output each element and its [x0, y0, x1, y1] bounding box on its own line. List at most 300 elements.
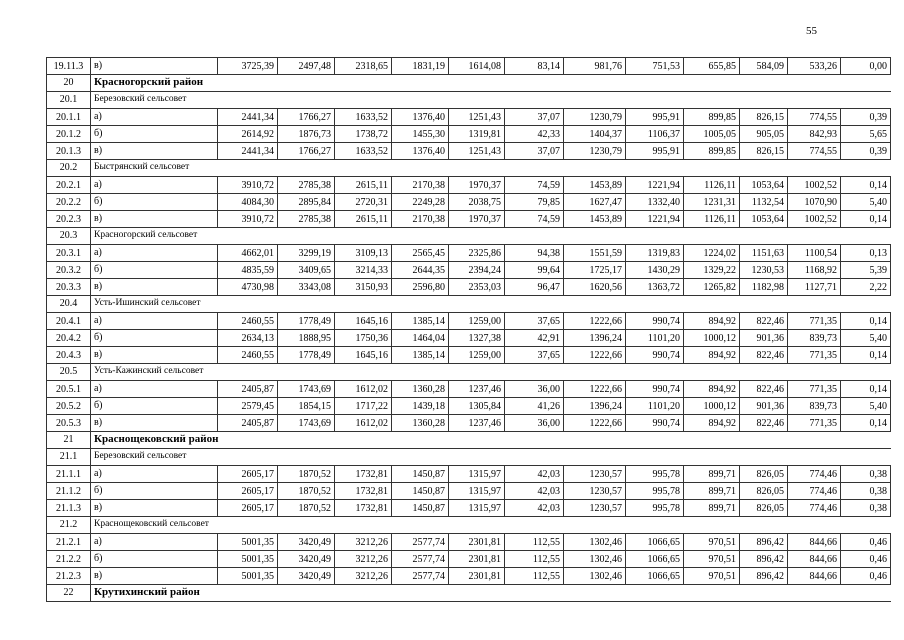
value-cell: 1168,92: [788, 262, 841, 279]
table-row: [47, 534, 891, 551]
value-cell: 1315,97: [449, 483, 505, 500]
row-variant-label: в): [91, 58, 218, 75]
value-cell: 74,59: [505, 177, 564, 194]
value-cell: 1070,90: [788, 194, 841, 211]
value-cell: 3420,49: [278, 534, 335, 551]
settlement-code: 20.4: [47, 296, 91, 313]
value-cell: 995,78: [626, 483, 684, 500]
value-cell: 905,05: [740, 126, 788, 143]
table-row: [47, 568, 891, 585]
settlement-code: 20.3: [47, 228, 91, 245]
value-cell: 1717,22: [335, 398, 392, 415]
value-cell: 2596,80: [392, 279, 449, 296]
value-cell: 3420,49: [278, 551, 335, 568]
table-row: [47, 415, 891, 432]
value-cell: 1127,71: [788, 279, 841, 296]
value-cell: 2405,87: [218, 381, 278, 398]
empty-cell: [505, 449, 891, 466]
value-cell: 2460,55: [218, 313, 278, 330]
value-cell: 1251,43: [449, 143, 505, 160]
settlement-name: Березовский сельсовет: [91, 92, 505, 109]
value-cell: 1002,52: [788, 211, 841, 228]
value-cell: 42,91: [505, 330, 564, 347]
row-code: 20.5.3: [47, 415, 91, 432]
value-cell: 0,14: [841, 381, 891, 398]
value-cell: 0,14: [841, 313, 891, 330]
value-cell: 1053,64: [740, 177, 788, 194]
value-cell: 901,36: [740, 330, 788, 347]
value-cell: 1053,64: [740, 211, 788, 228]
value-cell: 1396,24: [564, 398, 626, 415]
value-cell: 655,85: [684, 58, 740, 75]
value-cell: 2325,86: [449, 245, 505, 262]
row-variant-label: в): [91, 415, 218, 432]
value-cell: 1870,52: [278, 500, 335, 517]
value-cell: 2394,24: [449, 262, 505, 279]
value-cell: 839,73: [788, 398, 841, 415]
value-cell: 0,46: [841, 568, 891, 585]
value-cell: 1332,40: [626, 194, 684, 211]
table-row: [47, 177, 891, 194]
settlement-heading-row: [47, 449, 891, 466]
value-cell: 1732,81: [335, 500, 392, 517]
value-cell: 1455,30: [392, 126, 449, 143]
value-cell: 1327,38: [449, 330, 505, 347]
value-cell: 2615,11: [335, 177, 392, 194]
value-cell: 1126,11: [684, 211, 740, 228]
value-cell: 1385,14: [392, 313, 449, 330]
value-cell: 3109,13: [335, 245, 392, 262]
value-cell: 2785,38: [278, 177, 335, 194]
row-variant-label: б): [91, 551, 218, 568]
value-cell: 894,92: [684, 381, 740, 398]
value-cell: 899,85: [684, 109, 740, 126]
value-cell: 1766,27: [278, 143, 335, 160]
value-cell: 899,71: [684, 500, 740, 517]
value-cell: 42,33: [505, 126, 564, 143]
value-cell: 1876,73: [278, 126, 335, 143]
value-cell: 94,38: [505, 245, 564, 262]
row-code: 21.1.1: [47, 466, 91, 483]
table-row: [47, 330, 891, 347]
table-row: [47, 551, 891, 568]
value-cell: 1627,47: [564, 194, 626, 211]
value-cell: 1230,57: [564, 466, 626, 483]
value-cell: 1005,05: [684, 126, 740, 143]
value-cell: 1106,37: [626, 126, 684, 143]
value-cell: 826,15: [740, 143, 788, 160]
value-cell: 2301,81: [449, 551, 505, 568]
district-code: 22: [47, 585, 91, 602]
table-row: [47, 398, 891, 415]
value-cell: 3212,26: [335, 551, 392, 568]
value-cell: 1738,72: [335, 126, 392, 143]
value-cell: 2170,38: [392, 177, 449, 194]
value-cell: 0,38: [841, 483, 891, 500]
value-cell: 1778,49: [278, 347, 335, 364]
value-cell: 1376,40: [392, 109, 449, 126]
value-cell: 1265,82: [684, 279, 740, 296]
value-cell: 896,42: [740, 534, 788, 551]
value-cell: 5,65: [841, 126, 891, 143]
value-cell: 822,46: [740, 415, 788, 432]
value-cell: 1230,53: [740, 262, 788, 279]
table-row: [47, 313, 891, 330]
value-cell: 1620,56: [564, 279, 626, 296]
value-cell: 990,74: [626, 381, 684, 398]
value-cell: 3343,08: [278, 279, 335, 296]
row-variant-label: а): [91, 245, 218, 262]
value-cell: 4662,01: [218, 245, 278, 262]
row-code: 21.2.3: [47, 568, 91, 585]
value-cell: 995,78: [626, 500, 684, 517]
row-variant-label: б): [91, 194, 218, 211]
value-cell: 5,39: [841, 262, 891, 279]
value-cell: 99,64: [505, 262, 564, 279]
settlement-heading-row: [47, 228, 891, 245]
settlement-heading-row: [47, 364, 891, 381]
value-cell: 771,35: [788, 347, 841, 364]
value-cell: 1633,52: [335, 143, 392, 160]
value-cell: 1237,46: [449, 381, 505, 398]
table-row: [47, 58, 891, 75]
row-variant-label: в): [91, 500, 218, 517]
value-cell: 771,35: [788, 381, 841, 398]
empty-cell: [505, 75, 891, 92]
value-cell: 970,51: [684, 568, 740, 585]
value-cell: 2,22: [841, 279, 891, 296]
table-row: [47, 194, 891, 211]
row-code: 20.3.3: [47, 279, 91, 296]
row-code: 20.5.2: [47, 398, 91, 415]
value-cell: 533,26: [788, 58, 841, 75]
row-variant-label: в): [91, 211, 218, 228]
value-cell: 1230,79: [564, 143, 626, 160]
row-code: 20.2.3: [47, 211, 91, 228]
row-code: 20.1.3: [47, 143, 91, 160]
value-cell: 995,91: [626, 109, 684, 126]
value-cell: 1259,00: [449, 347, 505, 364]
value-cell: 774,46: [788, 466, 841, 483]
empty-cell: [505, 585, 891, 602]
value-cell: 3409,65: [278, 262, 335, 279]
value-cell: 1430,29: [626, 262, 684, 279]
value-cell: 42,03: [505, 500, 564, 517]
row-code: 20.2.2: [47, 194, 91, 211]
value-cell: 2497,48: [278, 58, 335, 75]
value-cell: 2605,17: [218, 500, 278, 517]
row-code: 20.4.1: [47, 313, 91, 330]
value-cell: 2249,28: [392, 194, 449, 211]
row-code: 21.2.2: [47, 551, 91, 568]
value-cell: 2579,45: [218, 398, 278, 415]
value-cell: 774,55: [788, 109, 841, 126]
table-row: [47, 211, 891, 228]
value-cell: 822,46: [740, 381, 788, 398]
value-cell: 1000,12: [684, 330, 740, 347]
value-cell: 1000,12: [684, 398, 740, 415]
row-code: 20.4.2: [47, 330, 91, 347]
value-cell: 990,74: [626, 313, 684, 330]
empty-cell: [505, 517, 891, 534]
value-cell: 774,46: [788, 483, 841, 500]
district-name: Крутихинский район: [91, 585, 505, 602]
value-cell: 826,05: [740, 500, 788, 517]
value-cell: 2441,34: [218, 143, 278, 160]
value-cell: 2785,38: [278, 211, 335, 228]
value-cell: 844,66: [788, 568, 841, 585]
value-cell: 899,71: [684, 483, 740, 500]
value-cell: 1360,28: [392, 381, 449, 398]
value-cell: 2577,74: [392, 568, 449, 585]
value-cell: 0,38: [841, 500, 891, 517]
value-cell: 74,59: [505, 211, 564, 228]
value-cell: 1396,24: [564, 330, 626, 347]
value-cell: 0,39: [841, 109, 891, 126]
value-cell: 1302,46: [564, 568, 626, 585]
value-cell: 826,15: [740, 109, 788, 126]
value-cell: 995,91: [626, 143, 684, 160]
value-cell: 1363,72: [626, 279, 684, 296]
value-cell: 1251,43: [449, 109, 505, 126]
value-cell: 1743,69: [278, 381, 335, 398]
value-cell: 3420,49: [278, 568, 335, 585]
value-cell: 1066,65: [626, 568, 684, 585]
settlement-heading-row: [47, 92, 891, 109]
value-cell: 1221,94: [626, 211, 684, 228]
value-cell: 1126,11: [684, 177, 740, 194]
table-row: [47, 109, 891, 126]
value-cell: 112,55: [505, 534, 564, 551]
table-row: [47, 466, 891, 483]
value-cell: 901,36: [740, 398, 788, 415]
value-cell: 4730,98: [218, 279, 278, 296]
value-cell: 1439,18: [392, 398, 449, 415]
value-cell: 899,71: [684, 466, 740, 483]
row-code: 20.3.1: [47, 245, 91, 262]
value-cell: 1453,89: [564, 177, 626, 194]
value-cell: 2605,17: [218, 466, 278, 483]
row-code: 20.2.1: [47, 177, 91, 194]
value-cell: 844,66: [788, 534, 841, 551]
value-cell: 1870,52: [278, 483, 335, 500]
value-cell: 0,46: [841, 534, 891, 551]
value-cell: 3910,72: [218, 177, 278, 194]
value-cell: 771,35: [788, 313, 841, 330]
value-cell: 1612,02: [335, 415, 392, 432]
value-cell: 2170,38: [392, 211, 449, 228]
value-cell: 0,14: [841, 177, 891, 194]
value-cell: 2565,45: [392, 245, 449, 262]
value-cell: 5001,35: [218, 568, 278, 585]
value-cell: 0,46: [841, 551, 891, 568]
value-cell: 981,76: [564, 58, 626, 75]
value-cell: 112,55: [505, 551, 564, 568]
value-cell: 2577,74: [392, 551, 449, 568]
value-cell: 42,03: [505, 466, 564, 483]
value-cell: 2405,87: [218, 415, 278, 432]
value-cell: 1182,98: [740, 279, 788, 296]
value-cell: 2353,03: [449, 279, 505, 296]
value-cell: 1766,27: [278, 109, 335, 126]
value-cell: 2318,65: [335, 58, 392, 75]
value-cell: 1385,14: [392, 347, 449, 364]
table-row: [47, 483, 891, 500]
value-cell: 0,14: [841, 211, 891, 228]
value-cell: 1066,65: [626, 534, 684, 551]
settlement-code: 20.2: [47, 160, 91, 177]
value-cell: 1230,57: [564, 500, 626, 517]
value-cell: 1231,31: [684, 194, 740, 211]
value-cell: 1002,52: [788, 177, 841, 194]
value-cell: 5,40: [841, 194, 891, 211]
empty-cell: [505, 228, 891, 245]
tariff-table: [46, 57, 891, 602]
value-cell: 1329,22: [684, 262, 740, 279]
value-cell: 1645,16: [335, 313, 392, 330]
empty-cell: [505, 296, 891, 313]
district-name: Краснощековский район: [91, 432, 505, 449]
value-cell: 1315,97: [449, 500, 505, 517]
settlement-name: Красногорский сельсовет: [91, 228, 505, 245]
value-cell: 896,42: [740, 551, 788, 568]
value-cell: 36,00: [505, 415, 564, 432]
value-cell: 83,14: [505, 58, 564, 75]
row-variant-label: в): [91, 279, 218, 296]
settlement-code: 21.2: [47, 517, 91, 534]
value-cell: 990,74: [626, 415, 684, 432]
row-variant-label: а): [91, 381, 218, 398]
value-cell: 2644,35: [392, 262, 449, 279]
value-cell: 771,35: [788, 415, 841, 432]
table-row: [47, 279, 891, 296]
empty-cell: [505, 92, 891, 109]
value-cell: 839,73: [788, 330, 841, 347]
value-cell: 826,05: [740, 483, 788, 500]
value-cell: 2301,81: [449, 534, 505, 551]
value-cell: 3212,26: [335, 534, 392, 551]
row-variant-label: а): [91, 177, 218, 194]
value-cell: 3299,19: [278, 245, 335, 262]
row-code: 21.2.1: [47, 534, 91, 551]
value-cell: 2895,84: [278, 194, 335, 211]
value-cell: 37,65: [505, 347, 564, 364]
value-cell: 0,39: [841, 143, 891, 160]
value-cell: 0,14: [841, 415, 891, 432]
value-cell: 1633,52: [335, 109, 392, 126]
value-cell: 1450,87: [392, 500, 449, 517]
district-heading-row: [47, 75, 891, 92]
value-cell: 0,00: [841, 58, 891, 75]
value-cell: 2615,11: [335, 211, 392, 228]
value-cell: 3725,39: [218, 58, 278, 75]
value-cell: 1237,46: [449, 415, 505, 432]
value-cell: 1614,08: [449, 58, 505, 75]
value-cell: 1551,59: [564, 245, 626, 262]
row-variant-label: в): [91, 347, 218, 364]
value-cell: 842,93: [788, 126, 841, 143]
settlement-name: Быстрянский сельсовет: [91, 160, 505, 177]
value-cell: 822,46: [740, 347, 788, 364]
value-cell: 822,46: [740, 313, 788, 330]
value-cell: 1404,37: [564, 126, 626, 143]
table-row: [47, 381, 891, 398]
value-cell: 2577,74: [392, 534, 449, 551]
value-cell: 5001,35: [218, 551, 278, 568]
value-cell: 1151,63: [740, 245, 788, 262]
settlement-name: Краснощековский сельсовет: [91, 517, 505, 534]
value-cell: 2460,55: [218, 347, 278, 364]
value-cell: 1132,54: [740, 194, 788, 211]
row-code: 20.1.2: [47, 126, 91, 143]
value-cell: 1453,89: [564, 211, 626, 228]
value-cell: 1450,87: [392, 483, 449, 500]
value-cell: 1645,16: [335, 347, 392, 364]
value-cell: 584,09: [740, 58, 788, 75]
value-cell: 5,40: [841, 398, 891, 415]
row-code: 20.4.3: [47, 347, 91, 364]
table-row: [47, 143, 891, 160]
value-cell: 2441,34: [218, 109, 278, 126]
value-cell: 896,42: [740, 568, 788, 585]
value-cell: 1732,81: [335, 483, 392, 500]
value-cell: 5,40: [841, 330, 891, 347]
value-cell: 79,85: [505, 194, 564, 211]
empty-cell: [505, 364, 891, 381]
value-cell: 1224,02: [684, 245, 740, 262]
value-cell: 1778,49: [278, 313, 335, 330]
row-variant-label: в): [91, 568, 218, 585]
district-heading-row: [47, 432, 891, 449]
row-variant-label: б): [91, 330, 218, 347]
value-cell: 1101,20: [626, 330, 684, 347]
row-variant-label: в): [91, 143, 218, 160]
settlement-name: Усть-Ишинский сельсовет: [91, 296, 505, 313]
table-row: [47, 347, 891, 364]
value-cell: 774,46: [788, 500, 841, 517]
value-cell: 1464,04: [392, 330, 449, 347]
value-cell: 4835,59: [218, 262, 278, 279]
value-cell: 1302,46: [564, 551, 626, 568]
value-cell: 1970,37: [449, 177, 505, 194]
value-cell: 826,05: [740, 466, 788, 483]
value-cell: 774,55: [788, 143, 841, 160]
row-variant-label: б): [91, 483, 218, 500]
value-cell: 1230,57: [564, 483, 626, 500]
row-variant-label: а): [91, 466, 218, 483]
value-cell: 1221,94: [626, 177, 684, 194]
table-row: [47, 126, 891, 143]
value-cell: 1222,66: [564, 313, 626, 330]
settlement-name: Усть-Кажинский сельсовет: [91, 364, 505, 381]
value-cell: 970,51: [684, 534, 740, 551]
table-row: [47, 500, 891, 517]
settlement-code: 20.5: [47, 364, 91, 381]
value-cell: 894,92: [684, 313, 740, 330]
value-cell: 2614,92: [218, 126, 278, 143]
value-cell: 3214,33: [335, 262, 392, 279]
value-cell: 1612,02: [335, 381, 392, 398]
value-cell: 5001,35: [218, 534, 278, 551]
value-cell: 1319,83: [626, 245, 684, 262]
settlement-code: 21.1: [47, 449, 91, 466]
value-cell: 1259,00: [449, 313, 505, 330]
value-cell: 36,00: [505, 381, 564, 398]
row-code: 21.1.3: [47, 500, 91, 517]
value-cell: 0,14: [841, 347, 891, 364]
settlement-heading-row: [47, 296, 891, 313]
value-cell: 1230,79: [564, 109, 626, 126]
